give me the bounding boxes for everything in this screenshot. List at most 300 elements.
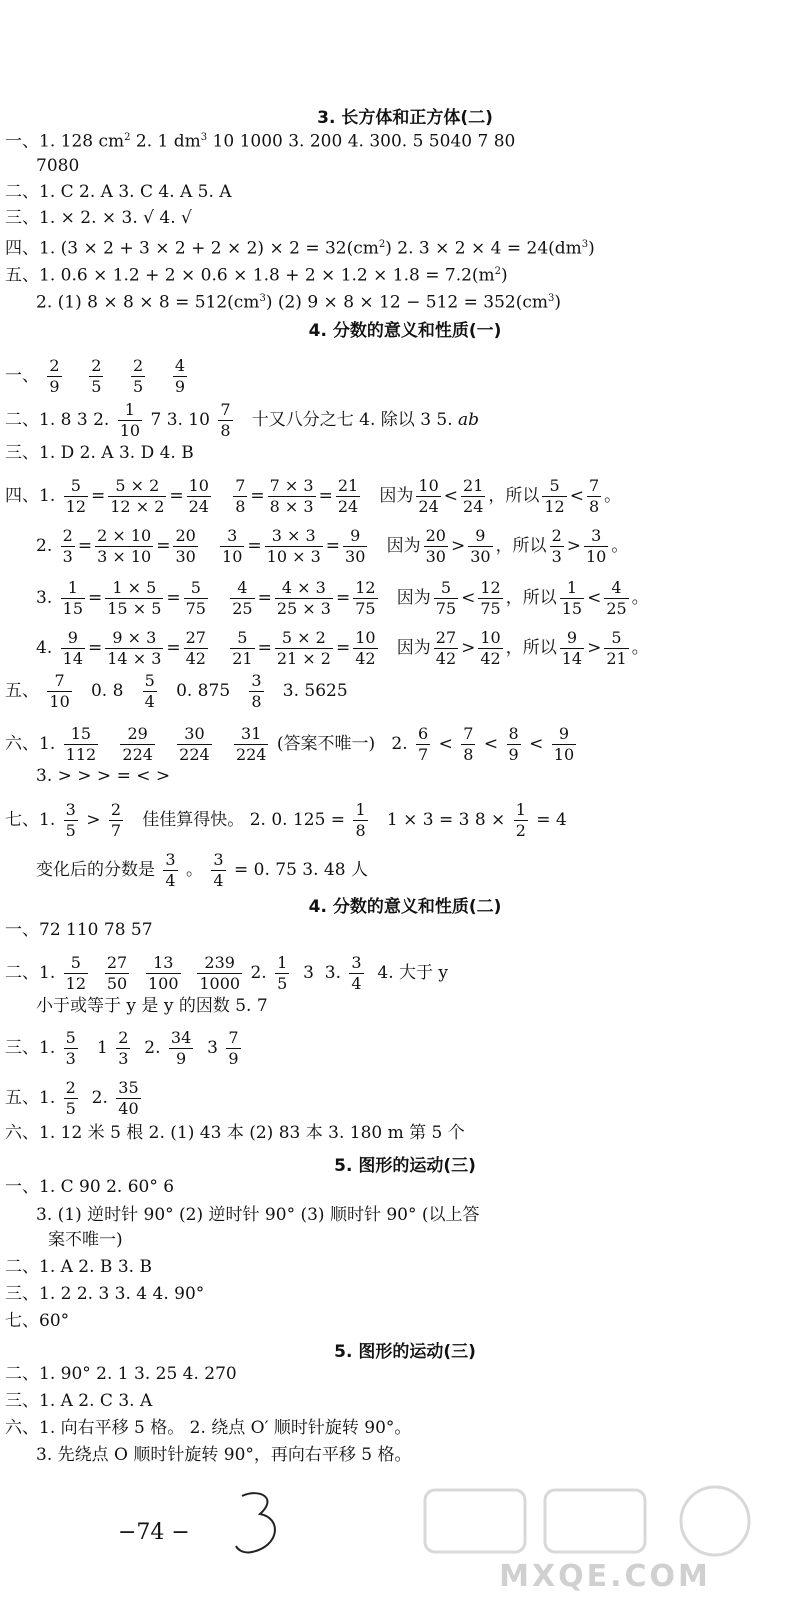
fraction: [587, 478, 601, 515]
text: 1 × 3 = 3 8 ×: [386, 810, 506, 830]
answer-line: 3. (1) 逆时针 90° (2) 逆时针 90° (3) 顺时针 90° (以上答: [36, 1205, 480, 1225]
numerator: 20: [175, 526, 196, 545]
watermark-logo: [395, 1484, 807, 1596]
fraction: [220, 528, 244, 565]
equals-sign: =: [247, 536, 262, 556]
fraction: [226, 1030, 240, 1067]
denominator: 7: [418, 745, 429, 764]
period: 。: [611, 536, 629, 556]
denominator: 3: [62, 547, 73, 566]
equals-sign: =: [88, 638, 103, 658]
fraction: [550, 528, 564, 565]
fraction: [173, 528, 197, 565]
denominator: 10 × 3: [266, 547, 321, 566]
denominator: 5: [91, 377, 102, 396]
numerator: 1: [560, 580, 584, 599]
answer-line: 六、1. 向右平移 5 格。 2. 绕点 O′ 顺时针旋转 90°。: [5, 1418, 412, 1438]
denominator: 21 × 2: [276, 649, 331, 668]
fraction: [61, 580, 85, 617]
answer-line: [36, 852, 368, 889]
denominator: 224: [235, 745, 267, 764]
comparison-row: [36, 630, 649, 667]
answer-line: [5, 358, 190, 395]
equals-sign: =: [325, 536, 341, 556]
text: >: [86, 810, 101, 830]
numerator: 1: [118, 402, 142, 421]
denominator: 5: [133, 377, 144, 396]
numerator: 4: [174, 356, 186, 375]
denominator: 10: [49, 692, 70, 711]
numerator: 1: [515, 800, 526, 819]
denominator: 9: [49, 377, 60, 396]
numerator: 5 × 2: [275, 630, 333, 649]
denominator: 25 × 3: [276, 599, 331, 618]
text: 五、1. 0.6 × 1.2 + 2 × 0.6 × 1.8 + 2 × 1.2 × 1.8 = 7.2(m: [5, 265, 495, 286]
denominator: 75: [355, 599, 376, 618]
denominator: 1000: [199, 974, 241, 993]
item-number: 五、: [5, 681, 39, 701]
numerator: 10: [188, 476, 209, 495]
fraction: [343, 528, 367, 565]
denominator: 4: [165, 871, 176, 890]
answer-line: [5, 955, 448, 992]
fraction: [604, 580, 628, 617]
section-title-1: 3. 长方体和正方体(二): [317, 108, 493, 128]
superscript: 2: [124, 132, 131, 143]
comparison-sign: >: [566, 536, 581, 556]
numerator: 2: [551, 526, 562, 545]
numerator: 10: [480, 628, 501, 647]
denominator: 14: [561, 649, 583, 668]
answer-line: [5, 1080, 144, 1117]
numerator: 7: [47, 673, 71, 692]
fraction: [64, 955, 88, 992]
answer-line: [5, 726, 579, 763]
fraction: [416, 726, 430, 763]
text: 3. 5625: [282, 681, 348, 701]
fraction: [353, 802, 367, 839]
item-number: 4.: [36, 638, 53, 658]
answer-line: [5, 402, 479, 439]
denominator: 24: [463, 497, 484, 516]
comparison-sign: <: [461, 588, 476, 608]
numerator: 9: [560, 630, 584, 649]
numerator: 3: [351, 953, 362, 972]
fraction: [265, 528, 323, 565]
numerator: 30: [177, 726, 212, 745]
comparison-sign: <: [443, 486, 459, 506]
text: 二、1. 8 3 2.: [5, 410, 110, 430]
numerator: 3 × 3: [265, 528, 323, 547]
denominator: 4: [213, 871, 224, 890]
denominator: 3: [551, 547, 562, 566]
text: 3: [303, 963, 314, 983]
fraction: [131, 358, 145, 395]
fraction: [163, 852, 177, 889]
denominator: 8 × 3: [269, 497, 314, 516]
section-title-2: 4. 分数的意义和性质(一): [308, 321, 502, 341]
so-label: ，所以: [505, 588, 557, 608]
comparison-sign: <: [587, 588, 602, 608]
denominator: 7: [110, 821, 122, 840]
numerator: 13: [146, 955, 181, 974]
fraction: [230, 580, 254, 617]
comparison-sign: >: [461, 638, 476, 658]
fraction: [177, 726, 212, 763]
fraction: [61, 630, 85, 667]
denominator: 8: [588, 497, 600, 516]
text: 0. 8: [90, 681, 124, 701]
because-label: 因为: [379, 486, 414, 506]
fraction: [552, 726, 576, 763]
numerator: 1: [277, 953, 288, 972]
denominator: 10: [222, 547, 243, 566]
numerator: 1 × 5: [105, 580, 163, 599]
denominator: 75: [480, 599, 501, 618]
denominator: 30: [345, 547, 366, 566]
numerator: 1: [61, 580, 85, 599]
fraction: [560, 580, 584, 617]
denominator: 9: [174, 377, 186, 396]
equals-sign: =: [250, 486, 265, 506]
text: 十又八分之七 4. 除以 3 5.: [251, 410, 453, 430]
answer-line: [5, 673, 348, 710]
numerator: 3: [213, 850, 224, 869]
numerator: 2: [118, 1028, 129, 1047]
numerator: 9 × 3: [105, 630, 163, 649]
answer-line: 三、1. D 2. A 3. D 4. B: [5, 443, 194, 463]
denominator: 8: [220, 421, 231, 440]
denominator: 3: [118, 1049, 129, 1068]
answer-line: [5, 262, 508, 286]
fraction: [560, 630, 584, 667]
numerator: 3: [251, 671, 262, 690]
fraction: [434, 630, 458, 667]
denominator: 9: [176, 1049, 187, 1068]
so-label: ，所以: [488, 486, 540, 506]
fraction: [105, 580, 163, 617]
fraction: [120, 726, 155, 763]
numerator: 12: [355, 578, 376, 597]
equals-sign: =: [156, 536, 171, 556]
denominator: 42: [480, 649, 501, 668]
equals-sign: =: [166, 638, 181, 658]
numerator: 4: [230, 580, 254, 599]
numerator: 27: [435, 628, 457, 647]
denominator: 10: [553, 745, 575, 764]
denominator: 12 × 2: [110, 497, 165, 516]
comparison-sign: >: [450, 536, 466, 556]
numerator: 5: [434, 580, 458, 599]
fraction: [105, 630, 163, 667]
numerator: 35: [118, 1078, 139, 1097]
numerator: 7 × 3: [269, 476, 314, 495]
fraction: [64, 726, 99, 763]
fraction: [108, 478, 166, 515]
denominator: 3: [65, 1049, 76, 1068]
numerator: 5: [64, 955, 88, 974]
denominator: 24: [418, 497, 439, 516]
fraction: [416, 478, 440, 515]
numerator: 5: [230, 630, 254, 649]
fraction: [118, 402, 142, 439]
denominator: 15: [561, 599, 583, 618]
denominator: 14 × 3: [107, 649, 162, 668]
numerator: 3: [220, 528, 244, 547]
answer-line: 三、1. A 2. C 3. A: [5, 1391, 153, 1411]
numerator: 21: [337, 476, 359, 495]
so-label: ，所以: [505, 638, 557, 658]
numerator: 7: [228, 1028, 239, 1047]
fraction: [89, 358, 103, 395]
period: 。: [604, 486, 622, 506]
text: 2.: [391, 734, 408, 754]
denominator: 15 × 5: [107, 599, 162, 618]
fraction: [275, 580, 333, 617]
denominator: 15: [62, 599, 83, 618]
fraction: [230, 630, 254, 667]
numerator: 239: [197, 955, 242, 974]
item-number: 六、1.: [5, 734, 56, 754]
numerator: 4 × 3: [275, 580, 333, 599]
text: 3: [207, 1038, 218, 1058]
text: 3.: [324, 963, 341, 983]
numerator: 21: [463, 476, 484, 495]
comparison-row: [36, 580, 649, 617]
text: 2. 1 dm: [130, 131, 201, 152]
numerator: 9: [343, 528, 367, 547]
superscript: 3: [259, 293, 266, 304]
comparison-row: [36, 528, 628, 565]
item-number: 二、1.: [5, 963, 56, 983]
denominator: 224: [122, 745, 153, 764]
numerator: 2 × 10: [97, 526, 152, 545]
equals-sign: =: [257, 638, 272, 658]
fraction: [61, 528, 75, 565]
fraction: [105, 955, 129, 992]
period: 。: [631, 588, 649, 608]
section-title-4: 5. 图形的运动(三): [334, 1156, 476, 1176]
section-title-5: 5. 图形的运动(三): [334, 1342, 476, 1362]
denominator: 30: [175, 547, 196, 566]
equals-sign: =: [169, 486, 184, 506]
denominator: 12: [65, 974, 86, 993]
numerator: 20: [425, 526, 446, 545]
text: 1: [97, 1038, 108, 1058]
text: 四、1. (3 × 2 + 3 × 2 + 2 × 2) × 2 = 32(cm: [5, 238, 379, 259]
equals-sign: =: [335, 588, 351, 608]
fraction: [116, 1080, 140, 1117]
numerator: 7: [463, 724, 474, 743]
item-number: 七、1.: [5, 810, 56, 830]
superscript: 3: [547, 293, 555, 304]
numerator: 2: [91, 356, 102, 375]
numerator: 4: [604, 580, 628, 599]
fraction: [47, 358, 61, 395]
numerator: 5: [604, 630, 628, 649]
numerator: 5: [144, 671, 155, 690]
denominator: 10: [119, 421, 141, 440]
denominator: 9: [228, 1049, 239, 1068]
numerator: 2: [65, 1078, 76, 1097]
answer-line: 三、1. 2 2. 3 3. 4 4. 90°: [5, 1284, 205, 1304]
numerator: 15: [64, 726, 99, 745]
numerator: 5: [542, 478, 566, 497]
numerator: 7: [235, 476, 246, 495]
denominator: 42: [435, 649, 457, 668]
fraction: [184, 630, 208, 667]
answer-line: [5, 1030, 244, 1067]
text: 4. 大于 y: [377, 963, 449, 983]
fraction: [275, 955, 289, 992]
fraction: [507, 726, 521, 763]
fraction: [95, 528, 153, 565]
answer-line: 三、1. × 2. × 3. √ 4. √: [5, 208, 192, 228]
denominator: 10: [586, 547, 607, 566]
fraction: [184, 580, 208, 617]
answer-line: 二、1. A 2. B 3. B: [5, 1257, 152, 1277]
text: 佳佳算得快。 2. 0. 125 =: [142, 810, 346, 830]
text: 2.: [250, 963, 267, 983]
denominator: 3 × 10: [97, 547, 152, 566]
numerator: 12: [480, 578, 501, 597]
svg-text:MXQE.COM: MXQE.COM: [499, 1559, 711, 1594]
equals-sign: =: [257, 588, 272, 608]
fraction: [353, 580, 377, 617]
fraction: [116, 1030, 130, 1067]
numerator: 5: [64, 478, 88, 497]
section-title-3: 4. 分数的意义和性质(二): [308, 897, 502, 917]
answer-line: 小于或等于 y 是 y 的因数 5. 7: [36, 996, 268, 1016]
fraction: [146, 955, 181, 992]
denominator: 5: [65, 1099, 76, 1118]
fraction: [478, 630, 502, 667]
answer-line: 案不唯一): [48, 1230, 123, 1250]
numerator: 34: [170, 1028, 192, 1047]
denominator: 5: [277, 974, 288, 993]
superscript: 3: [200, 132, 208, 143]
fraction: [542, 478, 566, 515]
denominator: 12: [544, 497, 565, 516]
fraction: [234, 726, 269, 763]
fraction: [336, 478, 360, 515]
denominator: 75: [435, 599, 457, 618]
item-number: 五、1.: [5, 1088, 56, 1108]
superscript: 3: [581, 239, 589, 250]
fraction: [187, 478, 211, 515]
answer-line: 7080: [36, 156, 80, 176]
because-label: 因为: [396, 588, 431, 608]
item-number: 一、: [5, 366, 39, 386]
denominator: 30: [470, 547, 491, 566]
text: 2.: [91, 1088, 108, 1108]
text: 一、1. 128 cm: [5, 131, 125, 152]
equals-sign: =: [318, 486, 333, 506]
denominator: 75: [185, 599, 206, 618]
answer-line: 二、1. C 2. A 3. C 4. A 5. A: [5, 182, 232, 202]
text: ): [501, 265, 508, 286]
fraction: [143, 673, 157, 710]
answer-line: [5, 802, 567, 839]
text: 0. 875: [176, 681, 231, 701]
text: = 4: [536, 810, 567, 830]
item-number: 3.: [36, 588, 53, 608]
numerator: 7: [588, 476, 600, 495]
numerator: 9: [552, 726, 576, 745]
text: 。: [186, 860, 203, 880]
text: ): [588, 238, 595, 259]
denominator: 8: [251, 692, 262, 711]
denominator: 50: [106, 974, 128, 993]
fraction: [584, 528, 608, 565]
text: ) 2. 3 × 2 × 4 = 24(dm: [385, 238, 582, 259]
item-number: 四、1.: [5, 486, 56, 506]
numerator: 5 × 2: [108, 478, 166, 497]
denominator: 25: [232, 599, 253, 618]
numerator: 10: [355, 628, 376, 647]
fraction: [461, 726, 475, 763]
fraction: [478, 580, 502, 617]
fraction: [64, 802, 78, 839]
text: <: [438, 734, 453, 754]
answer-line: 二、1. 90° 2. 1 3. 25 4. 270: [5, 1364, 237, 1384]
denominator: 5: [65, 821, 76, 840]
answer-line: 七、60°: [5, 1311, 70, 1331]
text: <: [483, 734, 499, 754]
answer-line: [5, 235, 595, 259]
denominator: 224: [179, 745, 210, 764]
comparison-row: [5, 478, 621, 515]
denominator: 14: [62, 649, 83, 668]
denominator: 8: [235, 497, 246, 516]
because-label: 因为: [386, 536, 421, 556]
denominator: 9: [508, 745, 519, 764]
equals-sign: =: [88, 588, 103, 608]
fraction: [197, 955, 242, 992]
denominator: 8: [463, 745, 474, 764]
numerator: 3: [165, 850, 176, 869]
comparison-sign: >: [587, 638, 602, 658]
denominator: 12: [65, 497, 86, 516]
fraction: [64, 1030, 78, 1067]
answer-line: 一、1. C 90 2. 60° 6: [5, 1177, 175, 1197]
numerator: 2: [62, 526, 73, 545]
text: = 0. 75 3. 48 人: [234, 860, 368, 880]
superscript: 2: [378, 239, 386, 250]
text: (答案不唯一): [276, 734, 376, 754]
denominator: 40: [118, 1099, 139, 1118]
denominator: 42: [185, 649, 206, 668]
answer-line: 一、72 110 78 57: [5, 920, 153, 940]
denominator: 4: [351, 974, 362, 993]
text: 10 1000 3. 200 4. 300. 5 5040 7 80: [207, 131, 516, 152]
numerator: 6: [418, 724, 429, 743]
numerator: 3: [584, 528, 608, 547]
text: 2.: [144, 1038, 161, 1058]
equals-sign: =: [335, 638, 351, 658]
denominator: 112: [65, 745, 97, 764]
numerator: 2: [110, 800, 122, 819]
numerator: 9: [468, 528, 492, 547]
fraction: [169, 1030, 193, 1067]
fraction: [514, 802, 528, 839]
fraction: [47, 673, 71, 710]
numerator: 3: [65, 800, 76, 819]
equals-sign: =: [166, 588, 181, 608]
numerator: 10: [418, 476, 439, 495]
superscript: 2: [494, 266, 502, 277]
numerator: 9: [61, 630, 85, 649]
